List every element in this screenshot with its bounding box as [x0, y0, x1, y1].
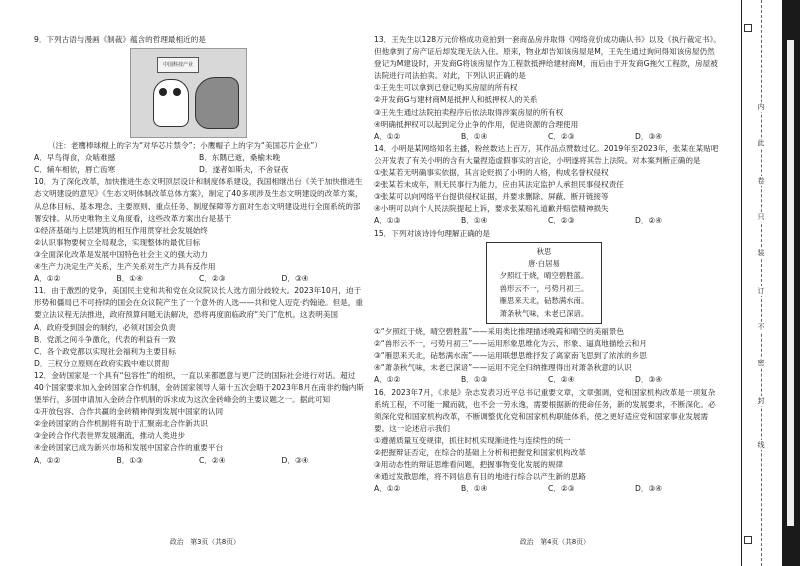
statement-2: ②金砖国家的合作机制将有助于汇聚南北合作新共识 — [34, 419, 208, 429]
option-d: D．③④ — [635, 484, 663, 494]
statement-1: ①开放包容、合作共赢的金砖精神得到发展中国家的认同 — [34, 407, 224, 417]
option-d: D．③④ — [635, 131, 663, 141]
statement-4: ④明确抵押权可以起到定分止争的作用，促进资源的合理使用 — [374, 119, 579, 129]
option-c: C．②③ — [548, 131, 575, 141]
question-stem: 13．王先生以128万元价格成功竞拍到一套商品房并取得《网络竞价成功确认书》以及《执行裁定书》。但他拿到了房产证后却发现无法入住。原来，物业却告知该房屋是M，王先生通过询问得知该房屋仍然登记为M建设时，开发商G将该房屋作为工程款抵押给建材商M，而后由于开发商G拖欠工程款，房屋被法院进行司法拍卖。对此，下列认识正确的是 — [374, 35, 721, 81]
options-row — [374, 131, 722, 143]
statement-4: ④小明可以向个人民法院提起上诉，要求张某赔礼道歉并赔偿精神损失 — [374, 204, 609, 214]
question-stem: 10．为了深化改革，加快推进生态文明顶层设计和制度体系建设，我国相继出台《关于加快推进生态文明建设的意见》《生态文明体制改革总体方案》，制定了40多项涉及生态文明建设的改革方案，从总体目标、基本理念、主要原则、重点任务、制度保障等方面对生态文明建设进行全面系统的部署安排。从历史唯物主义角度看，这些改革方案出台是基于 — [34, 177, 363, 223]
option-b: B．①④ — [461, 216, 488, 226]
option-c: C．②③ — [548, 484, 575, 494]
statement-3: ③“雁思来天北，砧愁满水南”——运用联想思维抒发了离家南飞思到了浓浓的乡思 — [374, 351, 647, 361]
options-row — [34, 152, 364, 164]
option-c: C．②④ — [548, 375, 575, 385]
cartoon-sign: 中国科技产业 — [157, 57, 199, 73]
poem-box — [486, 242, 602, 324]
statement-3: ③张某可以向网络平台提供侵权证据，并要求删除、屏蔽、断开链接等 — [374, 192, 609, 202]
option-a: A．①③ — [374, 216, 401, 226]
option-d: D．三权分立原则在政府实践中难以贯彻 — [34, 358, 169, 368]
option-b: B．东隅已逝，桑榆未晚 — [199, 153, 281, 163]
statement-1: ①经济基础与上层建筑的相互作用贯穿社会发展始终 — [34, 225, 208, 235]
sanctions-cartoon — [130, 48, 247, 138]
question-stem: 15．下列对该诗诗句理解正确的是 — [374, 228, 490, 238]
poem-title: 秋思 — [536, 246, 552, 256]
option-d: D．遂者如斯夫，不舍昼夜 — [199, 165, 289, 175]
option-a: A．政府受到国会的制约，必须对国会负责 — [34, 322, 176, 332]
option-c: C．②③ — [548, 216, 575, 226]
question-stem: 16．2023年7月，《求是》杂志发表习近平总书记重要文章，文章强调，党和国家机构改革是一项复杂系统工程，不可能一蹴而就，也不会一劳永逸，需要根据新的使命任务，新的发展要求，不断深化。必须深化党和国家机构改革，不断调整优化党和国家机构职能体系，使之更好适应党和国家事业发展需要。这一论述启示我们 — [374, 387, 716, 433]
binding-char: 不 — [754, 322, 768, 332]
poem-line: 兽形云不一，弓势月初三。 — [499, 283, 589, 293]
option-a: A．①② — [34, 274, 61, 284]
option-c: C．②④ — [199, 455, 226, 465]
poem-line: 萧条秋气味，未老已深谙。 — [499, 308, 589, 318]
question-12 — [34, 370, 364, 467]
poem-author: 唐·白居易 — [528, 259, 560, 268]
statement-3: ③金砖合作代表世界发展潮流，推动人类进步 — [34, 431, 186, 441]
option-b: B．党派之间斗争激化，代表的利益有一致 — [34, 334, 176, 344]
question-stem: 12．金砖国家是一个具有“包容性”的组织，一直以来都愿意与更广泛的国际社会进行对话。超过40个国家要求加入金砖国家合作机制，金砖国家领导人第十五次会晤于2023年8月在南非约翰内斯堡举行，多国申请加入金砖合作机制的诉求成为这次金砖峰会的主要议题之一。据此可知 — [34, 370, 364, 405]
statement-2: ②“兽形云不一，弓势月初三”——运用形象思维化为云、形象、逼真地描绘云和月 — [374, 339, 647, 349]
registration-mark-icon — [744, 536, 752, 544]
option-a: A．①② — [34, 455, 61, 465]
question-15 — [374, 228, 722, 387]
left-column — [34, 34, 364, 467]
statement-4: ④金砖国家已成为新兴市场和发展中国家合作的重要平台 — [34, 443, 224, 453]
options-row — [34, 164, 364, 176]
options-row — [34, 455, 364, 467]
binding-char: 封 — [754, 396, 768, 406]
options-row — [374, 215, 722, 227]
binding-frame — [741, 0, 783, 566]
binding-char: 密 — [754, 358, 768, 368]
statement-3: ③全面深化改革是发展中国特色社会主义的强大动力 — [34, 249, 208, 259]
binding-strip — [741, 0, 800, 566]
question-stem: 9．下列古语与漫画《制裁》蕴含的哲理最相近的是 — [34, 35, 206, 44]
option-c: C．辅车相依，唇亡齿寒 — [34, 165, 116, 175]
statement-1: ①遵循质量互变规律，抓住时机实现渐进性与连续性的统一 — [374, 435, 571, 445]
statement-1: ①张某若无明确事实依据，其言论贬损了小明的人格，构成名誉权侵权 — [374, 168, 609, 178]
statement-4: ④生产力决定生产关系，生产关系对生产力具有反作用 — [34, 262, 216, 272]
cartoon-caption: （注：老鹰棒球棍上的字为“对华芯片禁令”；小鹰帽子上的字为“美国芯片企业”） — [48, 141, 322, 151]
binding-char: 内 — [754, 102, 768, 112]
statement-1: ①王先生可以拿到已登记购买房屋的所有权 — [374, 83, 518, 93]
option-d: D．②④ — [635, 216, 663, 226]
question-stem: 11．由于激烈的党争，美国民主党和共和党在众议院议长人选方面分歧较大。2023年10月，迫于形势和僵局已不可持续的国会在众议院产生了一个意外的人选——共和党人迈克·约翰逊。但是，重要立法议程无法推进，政府预算问题无法解决，恐将再度面临政府“关门”危机。这表明美国 — [34, 286, 363, 320]
option-c: C．②③ — [199, 274, 226, 284]
cut-line — [761, 0, 762, 566]
binding-inner-stripe — [787, 40, 794, 526]
question-13 — [374, 34, 722, 143]
binding-char: 此 — [754, 138, 768, 148]
poem-line: 夕照红于烧，晴空碧胜蓝。 — [499, 271, 589, 281]
page-footer-right: 政治 第4页（共8页） — [520, 538, 590, 546]
question-11 — [34, 285, 364, 370]
statement-2: ②把握辩证否定，在综合的基础上分析和把握党和国家机构改革 — [374, 447, 586, 457]
question-16 — [374, 387, 722, 496]
option-a: A．早鸟得食，众啮难撼 — [34, 153, 116, 163]
binding-char: 卷 — [754, 176, 768, 186]
option-c: C．各个政党都以实现社会福利为主要目标 — [34, 346, 176, 356]
statement-2: ②开发商G与建材商M是抵押人和抵押权人的关系 — [374, 95, 538, 105]
statement-1: ①“夕照红于烧，晴空碧胜蓝”——采用类比推理描述晚霞和晴空的美丽景色 — [374, 327, 625, 337]
option-b: B．①④ — [461, 131, 488, 141]
page-footer-left: 政治 第3页（共8页） — [170, 538, 240, 546]
options-row — [374, 374, 722, 386]
binding-line-label: 线 — [754, 440, 768, 450]
option-a: A．①② — [374, 484, 401, 494]
option-d: D．③④ — [281, 455, 309, 465]
statement-4: ④通过发散思维，将不同信息有目的地进行综合以产生新的思路 — [374, 472, 586, 482]
option-d: D．③④ — [635, 375, 663, 385]
option-b: B．①③ — [461, 375, 488, 385]
statement-3: ③用动态性的辩证思维看问题，把握事物变化发展的规律 — [374, 460, 564, 470]
registration-mark-icon — [744, 24, 752, 32]
eagle-figure-icon — [195, 77, 239, 129]
option-d: D．③④ — [281, 274, 309, 284]
panda-figure-icon — [153, 79, 189, 127]
binding-char: 装 — [754, 248, 768, 258]
question-10 — [34, 176, 364, 285]
options-row — [374, 483, 722, 495]
question-14 — [374, 143, 722, 228]
statement-3: ③王先生通过法院拍卖程序后依法取得涉案房屋的所有权 — [374, 107, 564, 117]
poem-line: 雁思来天北，砧愁满水南。 — [499, 296, 589, 306]
option-b: B．①④ — [116, 274, 143, 284]
options-row — [34, 273, 364, 285]
question-9 — [34, 34, 364, 176]
statement-2: ②张某若未成年，则无民事行为能力，应由其法定监护人承担民事侵权责任 — [374, 180, 624, 190]
question-stem: 14．小明是某网络知名主播，粉丝数达上百万，其作品点赞数过亿。2019年至2023年，张某在某贴吧公开发表了有关小明的含有大量捏造虚假事实的言论，小明遂将其告上法院。对本案判断正确的是 — [374, 143, 719, 165]
option-a: A．①② — [374, 131, 401, 141]
option-a: A．①② — [374, 375, 401, 385]
binding-char: 订 — [754, 286, 768, 296]
right-column — [374, 34, 722, 495]
option-b: B．①④ — [461, 484, 488, 494]
statement-2: ②认识事物要树立全局观念，实现整体的最优目标 — [34, 237, 201, 247]
option-b: B．①③ — [116, 455, 143, 465]
statement-4: ④“萧条秋气味，未老已深谙”——运用不完全归纳推理得出对萧条秋意的认识 — [374, 363, 632, 373]
binding-char: 只 — [754, 212, 768, 222]
